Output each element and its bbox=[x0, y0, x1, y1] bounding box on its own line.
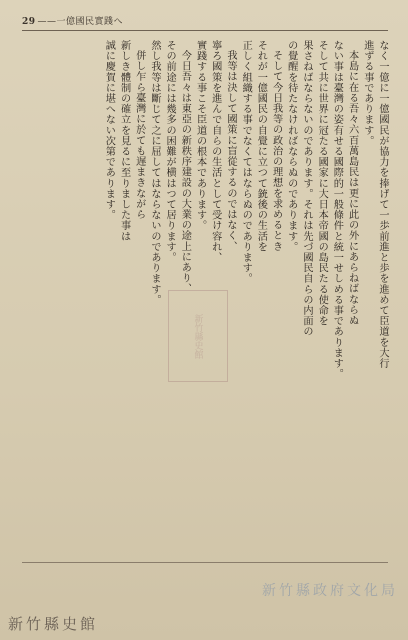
text-column: それが一億國民の自覺に立つて銃後の生活を bbox=[255, 40, 267, 252]
page-number: 29 bbox=[22, 17, 36, 27]
text-column: 然し我等は斷じて之に屈してはならないのであります。 bbox=[148, 40, 160, 305]
running-title: 一億國民實踐へ bbox=[56, 17, 124, 27]
text-column: の覺醒を待たなければならぬのであります。 bbox=[285, 40, 297, 252]
text-column: 正しく組織する事でなくてはならぬのであります。 bbox=[240, 40, 252, 284]
text-column: そして今日我等の政治の理想を求めるとき bbox=[270, 50, 282, 252]
header-rule bbox=[22, 30, 388, 31]
text-column: 寧ろ國策を進んで自らの生活として受け容れ、 bbox=[209, 40, 221, 263]
text-column: 誠に慶賀に堪へない次第であります。 bbox=[103, 40, 115, 221]
text-column: 併し乍ら臺灣に於ても遅まきながら bbox=[133, 50, 145, 220]
text-column: ない事は臺灣の姿有せる國際的一般條件と統一せしめる事であります。 bbox=[331, 40, 343, 380]
text-column: その前途には幾多の困難が横はつて居ります。 bbox=[164, 40, 176, 263]
text-column: 本島に在る吾々六百萬島民は更に此の外にあらねばならぬ bbox=[346, 50, 358, 326]
text-column: 實踐する事こそ臣道の根本であります。 bbox=[194, 40, 206, 231]
text-column: 我等は決して國策に盲從するのではなく、 bbox=[224, 50, 236, 252]
text-column: 今日吾々は東亞の新秩序建設の大業の途上にあり、 bbox=[179, 50, 191, 294]
text-column: 進ずる事であります。 bbox=[361, 40, 373, 146]
archive-watermark: 新竹縣政府文化局 bbox=[262, 582, 398, 598]
footer-rule bbox=[22, 562, 388, 563]
running-header: 29 ——一億國民實踐へ bbox=[22, 17, 124, 27]
text-column: なく一億に一億國民が協力を捧げて一歩前進と歩を進めて臣道を大行 bbox=[377, 40, 388, 369]
library-watermark: 新竹縣史館 bbox=[8, 615, 99, 633]
text-column: 新しき體制の確立を見るに至りました事は bbox=[118, 40, 130, 242]
text-column: 果さねばならないのであります。それは先づ國民自らの内面の bbox=[300, 40, 312, 337]
archive-seal-stamp: 新竹縣史館 bbox=[168, 290, 228, 382]
text-column: そして共に世界に冠たる國家に大日本帝國の島民たる使命を bbox=[316, 40, 328, 327]
